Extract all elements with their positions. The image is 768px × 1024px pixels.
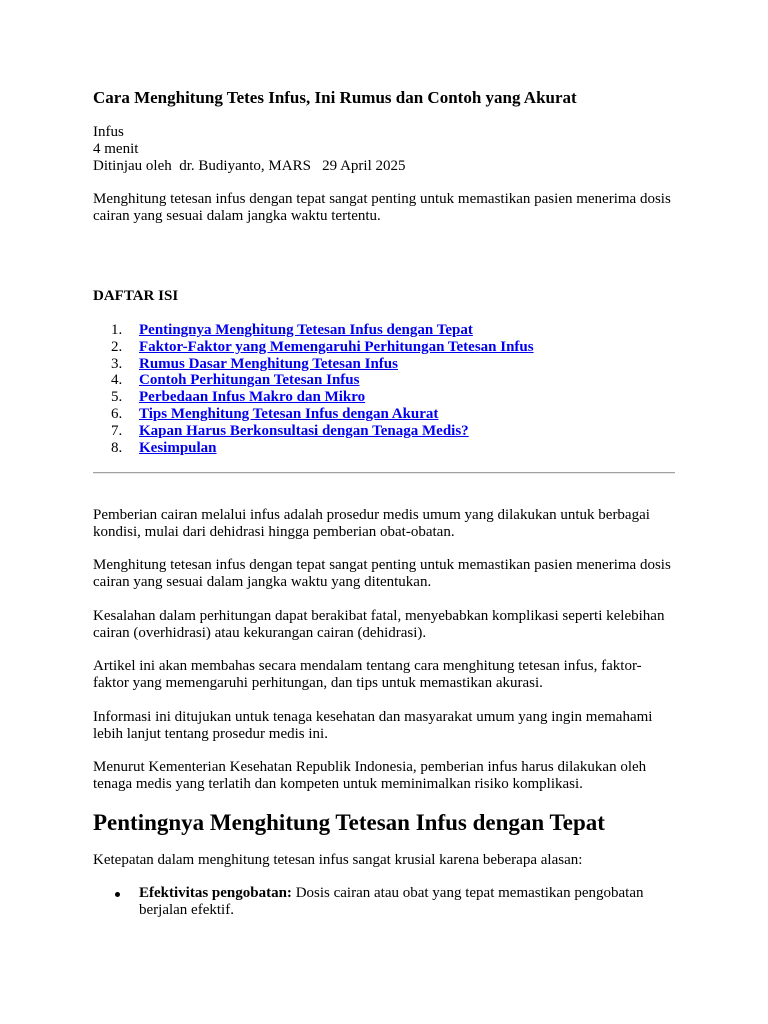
body-paragraph: Informasi ini ditujukan untuk tenaga kesehatan dan masyarakat umum yang ingin memahami lebih lanjut tentang prosedur medis ini. [93, 709, 653, 742]
article-title: Cara Menghitung Tetes Infus, Ini Rumus dan Contoh yang Akurat [93, 88, 577, 107]
toc-item-number: 6. [111, 405, 123, 422]
horizontal-divider [93, 472, 675, 474]
list-item-text: Dosis cairan atau obat yang tepat memastikan pengobatan berjalan efektif. [139, 885, 644, 918]
section-lead: Ketepatan dalam menghitung tetesan infus sangat krusial karena beberapa alasan: [93, 852, 583, 868]
reviewed-by-date: Ditinjau oleh dr. Budiyanto, MARS 29 April 2025 [93, 158, 406, 174]
section-heading: Pentingnya Menghitung Tetesan Infus dengan Tepat [93, 810, 605, 835]
body-paragraph: Menurut Kementerian Kesehatan Republik Indonesia, pemberian infus harus dilakukan oleh tenaga medis yang terlatih dan kompeten untuk meminimalkan risiko komplikasi. [93, 759, 647, 792]
table-of-contents [93, 322, 534, 456]
toc-item [93, 339, 534, 356]
list-item [93, 885, 675, 919]
toc-item [93, 356, 534, 373]
body-paragraph: Artikel ini akan membahas secara mendalam tentang cara menghitung tetesan infus, faktor-faktor yang memengaruhi perhitungan, dan tips untuk memastikan akurasi. [93, 658, 642, 691]
article-meta [93, 124, 406, 175]
toc-item [93, 406, 534, 423]
toc-link-perbedaan[interactable]: Perbedaan Infus Makro dan Mikro [139, 389, 366, 406]
toc-item-number: 8. [111, 439, 123, 456]
body-paragraph: Kesalahan dalam perhitungan dapat berakibat fatal, menyebabkan komplikasi seperti kelebihan cairan (overhidrasi) atau kekurangan cairan (dehidrasi). [93, 608, 665, 641]
toc-item-number: 7. [111, 422, 123, 439]
toc-item-number: 3. [111, 355, 123, 372]
reasons-list [93, 885, 675, 919]
toc-item-number: 1. [111, 322, 123, 338]
toc-link-pentingnya[interactable]: Pentingnya Menghitung Tetesan Infus dengan Tepat [139, 322, 473, 338]
article-intro: Menghitung tetesan infus dengan tepat sangat penting untuk memastikan pasien menerima dosis cairan yang sesuai dalam jangka waktu tertentu. [93, 191, 671, 224]
list-item-term: Efektivitas pengobatan: [139, 885, 292, 901]
toc-item [93, 440, 534, 457]
toc-item-number: 4. [111, 372, 123, 389]
body-paragraph: Pemberian cairan melalui infus adalah prosedur medis umum yang dilakukan untuk berbagai kondisi, mulai dari dehidrasi hingga pemberian obat-obatan. [93, 507, 650, 540]
toc-title: DAFTAR ISI [93, 288, 179, 304]
toc-link-contoh[interactable]: Contoh Perhitungan Tetesan Infus [139, 372, 360, 389]
toc-link-tips[interactable]: Tips Menghitung Tetesan Infus dengan Akurat [139, 405, 439, 422]
toc-link-kesimpulan[interactable]: Kesimpulan [139, 439, 217, 456]
toc-item [93, 423, 534, 440]
toc-item-number: 5. [111, 389, 123, 406]
toc-item [93, 322, 534, 339]
bullet-icon [115, 892, 120, 897]
toc-link-rumus[interactable]: Rumus Dasar Menghitung Tetesan Infus [139, 355, 398, 372]
toc-link-faktor[interactable]: Faktor-Faktor yang Memengaruhi Perhitungan Tetesan Infus [139, 338, 534, 355]
toc-item [93, 372, 534, 389]
toc-item [93, 389, 534, 406]
read-time: 4 menit [93, 141, 139, 157]
toc-link-konsultasi[interactable]: Kapan Harus Berkonsultasi dengan Tenaga Medis? [139, 422, 469, 439]
article-category: Infus [93, 124, 124, 140]
body-paragraph: Menghitung tetesan infus dengan tepat sangat penting untuk memastikan pasien menerima dosis cairan yang sesuai dalam jangka waktu yang ditentukan. [93, 557, 671, 590]
toc-item-number: 2. [111, 338, 123, 355]
